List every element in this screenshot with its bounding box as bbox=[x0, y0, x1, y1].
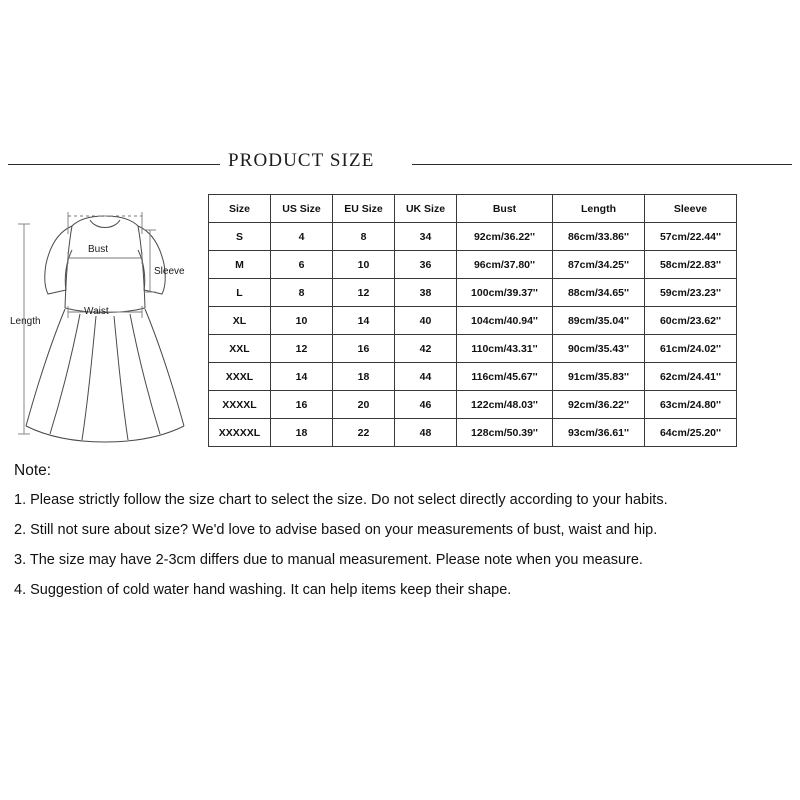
cell-eu: 16 bbox=[333, 335, 395, 363]
note-item-4: 4. Suggestion of cold water hand washing. It can help items keep their shape. bbox=[14, 582, 512, 599]
cell-size: XL bbox=[209, 307, 271, 335]
cell-length: 86cm/33.86'' bbox=[553, 223, 645, 251]
cell-size: XXL bbox=[209, 335, 271, 363]
cell-bust: 104cm/40.94'' bbox=[457, 307, 553, 335]
cell-length: 88cm/34.65'' bbox=[553, 279, 645, 307]
column-header-size: Size bbox=[209, 195, 271, 223]
cell-sleeve: 60cm/23.62'' bbox=[645, 307, 737, 335]
column-header-bust: Bust bbox=[457, 195, 553, 223]
cell-size: XXXXL bbox=[209, 391, 271, 419]
product-size-header bbox=[8, 150, 792, 180]
figure-label-bust: Bust bbox=[88, 244, 109, 255]
cell-bust: 96cm/37.80'' bbox=[457, 251, 553, 279]
notes-section bbox=[14, 462, 794, 612]
table-row bbox=[209, 391, 737, 419]
cell-sleeve: 64cm/25.20'' bbox=[645, 419, 737, 447]
cell-uk: 40 bbox=[395, 307, 457, 335]
notes-title: Note: bbox=[14, 462, 52, 479]
table-row bbox=[209, 251, 737, 279]
cell-bust: 128cm/50.39'' bbox=[457, 419, 553, 447]
cell-sleeve: 61cm/24.02'' bbox=[645, 335, 737, 363]
cell-sleeve: 63cm/24.80'' bbox=[645, 391, 737, 419]
column-header-length: Length bbox=[553, 195, 645, 223]
cell-length: 90cm/35.43'' bbox=[553, 335, 645, 363]
cell-sleeve: 58cm/22.83'' bbox=[645, 251, 737, 279]
cell-size: XXXL bbox=[209, 363, 271, 391]
figure-label-waist: Waist bbox=[84, 306, 109, 317]
note-item-1: 1. Please strictly follow the size chart to select the size. Do not select directly according to your habits. bbox=[14, 492, 668, 508]
column-header-uk: UK Size bbox=[395, 195, 457, 223]
table-row bbox=[209, 419, 737, 447]
cell-bust: 92cm/36.22'' bbox=[457, 223, 553, 251]
cell-size: L bbox=[209, 279, 271, 307]
cell-uk: 44 bbox=[395, 363, 457, 391]
cell-us: 10 bbox=[271, 307, 333, 335]
cell-length: 93cm/36.61'' bbox=[553, 419, 645, 447]
column-header-sleeve: Sleeve bbox=[645, 195, 737, 223]
note-item-2: 2. Still not sure about size? We'd love to advise based on your measurements of bust, waist and hip. bbox=[14, 522, 658, 539]
table-row bbox=[209, 363, 737, 391]
cell-eu: 18 bbox=[333, 363, 395, 391]
size-chart-table bbox=[208, 194, 737, 447]
cell-length: 87cm/34.25'' bbox=[553, 251, 645, 279]
cell-eu: 20 bbox=[333, 391, 395, 419]
cell-us: 6 bbox=[271, 251, 333, 279]
cell-bust: 100cm/39.37'' bbox=[457, 279, 553, 307]
table-row bbox=[209, 335, 737, 363]
figure-label-length: Length bbox=[10, 316, 41, 327]
cell-us: 14 bbox=[271, 363, 333, 391]
cell-length: 89cm/35.04'' bbox=[553, 307, 645, 335]
table-row bbox=[209, 223, 737, 251]
cell-bust: 122cm/48.03'' bbox=[457, 391, 553, 419]
cell-length: 92cm/36.22'' bbox=[553, 391, 645, 419]
figure-label-sleeve: Sleeve bbox=[154, 266, 185, 277]
cell-us: 18 bbox=[271, 419, 333, 447]
cell-uk: 34 bbox=[395, 223, 457, 251]
header-rule-left bbox=[8, 164, 220, 165]
cell-size: XXXXXL bbox=[209, 419, 271, 447]
cell-bust: 116cm/45.67'' bbox=[457, 363, 553, 391]
table-row bbox=[209, 279, 737, 307]
table-header-row bbox=[209, 195, 737, 223]
note-item-3: 3. The size may have 2-3cm differs due to manual measurement. Please note when you measure. bbox=[14, 552, 643, 569]
cell-size: S bbox=[209, 223, 271, 251]
cell-us: 12 bbox=[271, 335, 333, 363]
dress-measurement-diagram bbox=[10, 190, 200, 450]
cell-us: 8 bbox=[271, 279, 333, 307]
cell-us: 16 bbox=[271, 391, 333, 419]
page-title: PRODUCT SIZE bbox=[228, 150, 375, 171]
cell-uk: 46 bbox=[395, 391, 457, 419]
cell-uk: 36 bbox=[395, 251, 457, 279]
header-rule-right bbox=[412, 164, 792, 165]
cell-uk: 42 bbox=[395, 335, 457, 363]
cell-sleeve: 59cm/23.23'' bbox=[645, 279, 737, 307]
cell-eu: 12 bbox=[333, 279, 395, 307]
table-row bbox=[209, 307, 737, 335]
column-header-us: US Size bbox=[271, 195, 333, 223]
cell-uk: 48 bbox=[395, 419, 457, 447]
cell-eu: 8 bbox=[333, 223, 395, 251]
column-header-eu: EU Size bbox=[333, 195, 395, 223]
cell-bust: 110cm/43.31'' bbox=[457, 335, 553, 363]
cell-sleeve: 62cm/24.41'' bbox=[645, 363, 737, 391]
cell-uk: 38 bbox=[395, 279, 457, 307]
cell-eu: 14 bbox=[333, 307, 395, 335]
cell-eu: 22 bbox=[333, 419, 395, 447]
cell-size: M bbox=[209, 251, 271, 279]
cell-eu: 10 bbox=[333, 251, 395, 279]
cell-sleeve: 57cm/22.44'' bbox=[645, 223, 737, 251]
cell-length: 91cm/35.83'' bbox=[553, 363, 645, 391]
cell-us: 4 bbox=[271, 223, 333, 251]
